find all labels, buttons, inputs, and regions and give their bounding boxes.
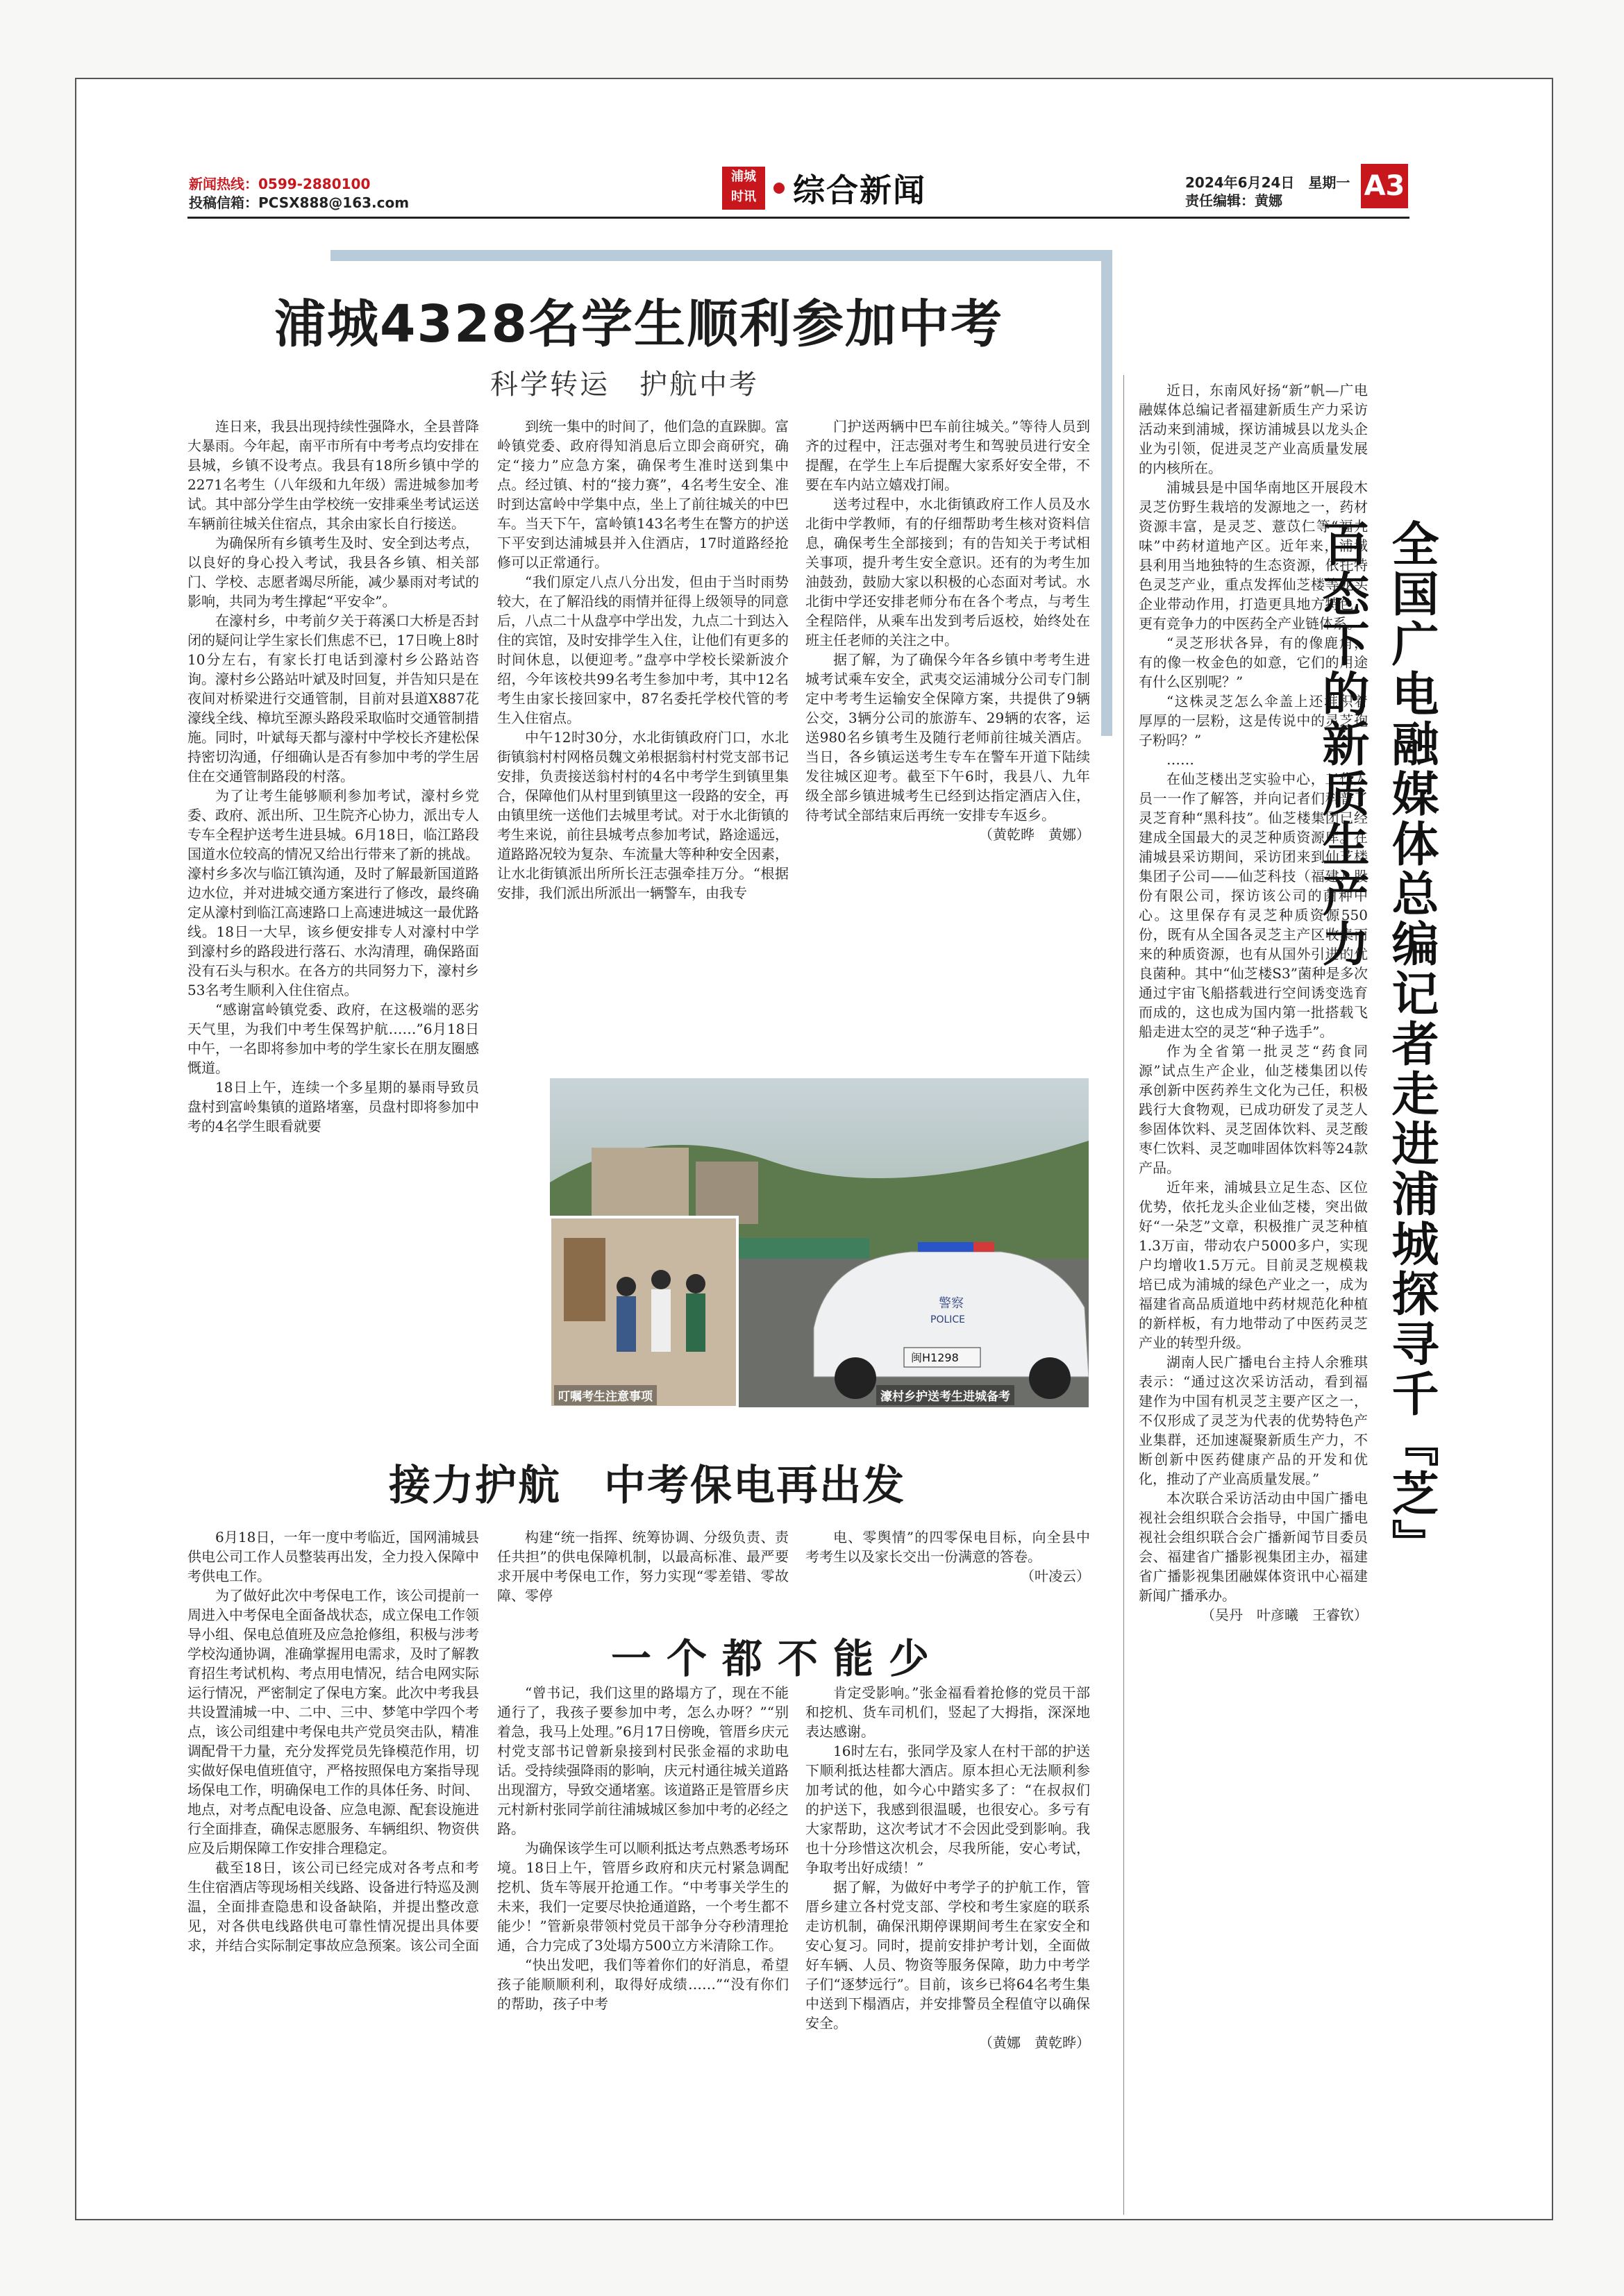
lead-headline: 浦城4328名学生顺利参加中考: [274, 294, 1003, 354]
power-column-2: [497, 1527, 789, 1605]
police-en: POLICE: [930, 1314, 966, 1325]
paragraph: 到统一集中的时间了，他们急的直跺脚。富岭镇党委、政府得知消息后立即会商研究，确定“接力”应急方案，确保考生准时送到集中点。经过镇、村的“接力赛”，4名考生安全、准时到达富岭中学集中点，坐上了前往城关的中巴车。当天下午，富岭镇143名考生在警方的护送下平安到达浦城县并入住酒店，17时道路经抢修可以正常通行。: [497, 418, 789, 571]
submission-email: 投稿信箱：PCSX888@163.com: [189, 194, 410, 211]
lead-column-2: [497, 417, 789, 903]
paragraph: ……: [1166, 751, 1194, 768]
paragraph: “我们原定八点八分出发，但由于当时雨势较大，在了解沿线的雨情并征得上级领导的同意后，八点二十从盘亭中学出发，九点二十到达入住的宾馆，及时安排学生入住，让他们有更多的时间休息，以便迎考。”盘亭中学校长梁新波介绍，今年该校共99名考生参加中考，其中12名考生由家长接回家中，87名委托学校代管的考生入住宿点。: [497, 573, 789, 726]
paragraph: 为了做好此次中考保电工作，该公司提前一周进入中考保电全面备战状态，成立保电工作领导小组、保电总值班及应急抢修组，积极与涉考学校沟通协调，准确掌握用电需求，及时了解教育招生考试机构、考点用电情况，结合电网实际运行情况，严密制定了保电方案。此次中考我县共设置浦城一中、二中、三中、梦笔中学四个考点，该公司组建中考保电共产党员突击队，精准调配骨干力量，充分发挥党员先锋模范作用，切实做好保电值班值守，严格按照保电方案指导现场保电工作，明确保电工作的具体任务、时间、地点，对考点配电设备、应急电源、配套设施进行全面排查，确保志愿服务、车辆组织、物资供应及后期保障工作安排合理稳定。: [187, 1587, 479, 1857]
responsible-editor: 责任编辑：黄娜: [1185, 192, 1282, 209]
inset-photo: [550, 1217, 737, 1407]
paragraph: 本次联合采访活动由中国广播电视社会组织联合会指导，中国广播电视社会组织联合会广播新闻节目委员会、福建省广播影视集团主办，福建省广播影视集团融媒体资讯中心福建新闻广播承办。: [1139, 1490, 1368, 1604]
masthead-section: [722, 165, 926, 211]
paragraph: 浦城县是中国华南地区开展段木灵芝仿野生栽培的发源地之一，药材资源丰富，是灵芝、薏苡仁等“福九味”中药材道地产区。近年来，浦城县利用当地独特的生态资源，依托特色灵芝产业，重点发挥仙芝楼等龙头企业带动作用，打造更具地方特色、更有竞争力的中医药全产业链体系。: [1139, 479, 1368, 632]
paragraph: 构建“统一指挥、统筹协调、分级负责、责任共担”的供电保障机制，以最高标准、最严要求开展中考保电工作，努力实现“零差错、零故障、零停: [497, 1529, 789, 1604]
photo-caption-left: 叮嘱考生注意事项: [554, 1385, 657, 1405]
paragraph: 为了让考生能够顺利参加考试，濠村乡党委、政府、派出所、卫生院齐心协力，派出专人专车全程护送考生进县城。6月18日，临江路段国道水位较高的情况又给出行带来了新的挑战。濠村乡多次与临江镇沟通，及时了解最新国道路边水位，并对进城交通方案进行了修改，最终确定从濠村到临江高速路口上高速进城这一最优路线。18日一大早，该乡便安排专人对濠村中学到濠村乡的路段进行落石、水沟清理，确保路面没有石头与积水。在各方的共同努力下，濠村乡53名考生顺利入住住宿点。: [187, 787, 479, 998]
power-column-3: [805, 1527, 1090, 1586]
none-left-headline: 一个都不能少: [611, 1635, 945, 1682]
paragraph: 作为全省第一批灵芝“药食同源”试点生产企业，仙芝楼集团以传承创新中医药养生文化为己任，积极践行大食物观，已成功研发了灵芝人参固体饮料、灵芝固体饮料、灵芝酸枣仁饮料、灵芝咖啡固体饮料等24款产品。: [1139, 1043, 1368, 1176]
paragraph: “感谢富岭镇党委、政府，在这极端的恶劣天气里，为我们中考生保驾护航……”6月18日中午，一名即将参加中考的学生家长在朋友圈感慨道。: [187, 1001, 479, 1076]
paragraph: 湖南人民广播电台主持人余雅琪表示：“通过这次采访活动，看到福建作为中国有机灵芝主要产区之一，不仅形成了灵芝为代表的优势特色产业集群，还加速凝聚新质生产力，不断创新中医药健康产品的开发和优化，推动了产业高质量发展。”: [1139, 1354, 1368, 1487]
paragraph: 6月18日，一年一度中考临近，国网浦城县供电公司工作人员整装再出发，全力投入保障中考供电工作。: [187, 1529, 479, 1584]
paragraph: 肯定受影响。”张金福看着抢修的党员干部和挖机、货车司机们，竖起了大拇指，深深地表达感谢。: [805, 1684, 1090, 1740]
byline: （黄乾晔 黄娜）: [979, 826, 1090, 843]
paragraph: 送考过程中，水北街镇政府工作人员及水北街中学教师，有的仔细帮助考生核对资料信息，确保考生全部接到；有的告知关于考试相关事项，提升考生安全意识。还有的为考生加油鼓劲，鼓励大家以积极的心态面对考试。水北街中学还安排老师分布在各个考点，与考生全程陪伴，从乘车出发到考后返校，始终处在班主任老师的关注之中。: [805, 496, 1090, 648]
lead-column-3: [805, 417, 1090, 844]
paragraph: 在濠村乡，中考前夕关于蒋溪口大桥是否封闭的疑问让学生家长们焦虑不已，17日晚上8时10分左右，有家长打电话到濠村乡公路站咨询。濠村乡公路站叶斌及时回复，并告知只是在夜间对桥梁进行交通管制，目前对县道X887花濠线全线、樟坑至源头路段采取临时交通管制措施。同时，叶斌每天都与濠村中学校长齐建松保持密切沟通，仔细确认是否有参加中考的学生居住在交通管制路段的村落。: [187, 612, 479, 785]
byline: （黄娜 黄乾晔）: [979, 2034, 1090, 2051]
police-text: 警察: [939, 1296, 964, 1311]
masthead-contact: [189, 175, 409, 212]
power-headline: 接力护航 中考保电再出发: [389, 1461, 905, 1510]
column-divider: [1123, 375, 1124, 2215]
paragraph: 连日来，我县出现持续性强降水，全县普降大暴雨。今年起，南平市所有中考考点均安排在县城，乡镇不设考点。我县有18所乡镇中学的2271名考生（八年级和九年级）需进城参加考试。其中部分学生由学校统一安排乘坐考试运送车辆前往城关住宿点，其余由家长自行接送。: [187, 418, 479, 532]
section-title: 综合新闻: [793, 171, 926, 209]
paragraph: 电、零舆情”的四零保电目标，向全县中考考生以及家长交出一份满意的答卷。: [805, 1529, 1090, 1565]
paragraph: 近日，东南风好扬“新”帆—广电融媒体总编记者福建新质生产力采访活动来到浦城，探访浦城县以龙头企业为引领，促进灵芝产业高质量发展的内核所在。: [1139, 382, 1368, 476]
masthead-meta: [1185, 174, 1350, 210]
photo-illustration: [550, 1078, 1089, 1407]
right-vertical-headline: 全国广电融媒体总编记者走进浦城探寻千『芝』百态下的新质生产力: [1314, 519, 1439, 1545]
paragraph: 中午12时30分，水北街镇政府门口，水北街镇翁村村网格员魏文弟根据翁村村党支部书记安排，负责接送翁村村的4名中考学生到镇里集合，保障他们从村里到镇里这一段路的安全，再由镇里统一送他们去城里考试。对于水北街镇的考生来说，前往县城考点参加考试，路途遥远，道路路况较为复杂、车流量大等种种安全因素，让水北街镇派出所所长汪志强牵挂万分。“根据安排，我们派出所派出一辆警车，由我专: [497, 729, 789, 901]
paragraph: 在仙芝楼出芝实验中心，工作人员一一作了解答，并向记者们科普了灵芝育种“黑科技”。仙芝楼集团已经建成全国最大的灵芝种质资源库。在浦城县采访期间，采访团来到仙芝楼集团子公司——仙芝科技（福建）股份有限公司，探访该公司的菌种中心。这里保存有灵芝种质资源550份，既有从全国各灵芝主产区收集而来的种质资源，也有从国外引进的优良菌种。其中“仙芝楼S3”菌种是多次通过宇宙飞船搭载进行空间诱变选育而成的，这也成为国内第一批搭载飞船走进太空的灵芝“种子选手”。: [1139, 771, 1368, 1040]
paragraph: 据了解，为了确保今年各乡镇中考考生进城考试乘车安全，武夷交运浦城分公司专门制定中考考生运输安全保障方案，共提供了9辆公交，3辆分公司的旅游车、29辆的农客，运送980名乡镇考生及随行老师前往城关酒店。当日，各乡镇运送考生专车在警车开道下陆续发往城区迎考。截至下午6时，我县八、九年级全部乡镇进城考生已经到达指定酒店入住，待考试全部结束后再统一安排专车返乡。: [805, 651, 1090, 823]
none-left-column-1: [497, 1683, 789, 2013]
paragraph: 为确保所有乡镇考生及时、安全到达考点，以良好的身心投入考试，我县各乡镇、相关部门、学校、志愿者竭尽所能，减少暴雨对考试的影响，共同为考生撑起“平安伞”。: [187, 535, 479, 610]
none-left-column-2: [805, 1683, 1090, 2052]
page-number: A3: [1361, 164, 1408, 208]
license-plate: 闽H1298: [911, 1351, 959, 1364]
paragraph: 18日上午，连续一个多星期的暴雨导致员盘村到富岭集镇的道路堵塞，员盘村即将参加中考的4名学生眼看就要: [187, 1079, 479, 1134]
paragraph: “快出发吧，我们等着你们的好消息，希望孩子能顺顺利利，取得好成绩……”“没有你们的帮助，孩子中考: [497, 1956, 789, 2012]
photo-caption-right: 濠村乡护送考生进城备考: [876, 1385, 1014, 1405]
header-rule: [187, 217, 1409, 219]
issue-date: 2024年6月24日 星期一: [1185, 174, 1350, 191]
paragraph: 为确保该学生可以顺利抵达考点熟悉考场环境。18日上午，管厝乡政府和庆元村紧急调配挖机、货车等展开抢通工作。“中考事关学生的未来，我们一定要尽快抢通道路，一个考生都不能少！”管新泉带领村党员干部争分夺秒清理抢通，合力完成了3处塌方500立方米清除工作。: [497, 1840, 789, 1954]
lead-subheadline: 科学转运 护航中考: [490, 369, 759, 401]
paragraph: 据了解，为做好中考学子的护航工作，管厝乡建立各村党支部、学校和考生家庭的联系走访机制，确保汛期停课期间考生在家安全和安心复习。同时，提前安排护考计划，全面做好车辆、人员、物资等服务保障，助力中考学子们“逐梦远行”。目前，该乡已将64名考生集中送到下榻酒店，并安排警员全程值守以确保安全。: [805, 1879, 1090, 2031]
news-photo: [550, 1078, 1089, 1407]
paragraph: 门护送两辆中巴车前往城关。”等待人员到齐的过程中，汪志强对考生和驾驶员进行安全提醒，在学生上车后提醒大家系好安全带，不要在车内站立嬉戏打闹。: [805, 418, 1090, 493]
lead-column-1: [187, 417, 479, 1136]
byline: （吴丹 叶彦曦 王睿钦）: [1201, 1607, 1368, 1623]
power-column-1: [187, 1527, 479, 1955]
paragraph: 近年来，浦城县立足生态、区位优势，依托龙头企业仙芝楼，突出做好“一朵芝”文章，积极推广灵芝种植1.3万亩，带动农户5000多户，实现户均增收1.5万元。目前灵芝规模栽培已成为浦城的绿色产业之一，成为福建省高品质道地中药材规范化种植的新样板，有力地带动了中医药灵芝产业的转型升级。: [1139, 1179, 1368, 1351]
paragraph: “这株灵芝怎么伞盖上还堆积着厚厚的一层粉，这是传说中的灵芝孢子粉吗？”: [1139, 693, 1368, 748]
lead-frame-right: [1101, 250, 1112, 736]
paragraph: 16时左右，张同学及家人在村干部的护送下顺利抵达桂都大酒店。原本担心无法顺利参加考试的他，如今心中踏实多了：“在叔叔们的护送下，我感到很温暖，也很安心。多亏有大家帮助，这次考试才不会因此受到影响。我也十分珍惜这次机会，尽我所能，安心考试，争取考出好成绩！”: [805, 1743, 1090, 1876]
lead-frame-top: [330, 250, 1112, 261]
paper-logo: 浦城 时讯: [722, 167, 765, 210]
paragraph: 截至18日，该公司已经完成对各考点和考生住宿酒店等现场相关线路、设备进行特巡及测温，全面排查隐患和设备缺陷，并提出整改意见，对各供电线路供电可靠性情况提出具体要求，并结合实际制定事故应急预案。该公司全面: [187, 1859, 479, 1954]
bullet-dot-icon: [773, 183, 785, 194]
paragraph: “曾书记，我们这里的路塌方了，现在不能通行了，我孩子要参加中考，怎么办呀？”“别着急，我马上处理。”6月17日傍晚，管厝乡庆元村党支部书记曾新泉接到村民张金福的求助电话。受持续强降雨的影响，庆元村通往城关道路出现溜方，导致交通堵塞。该道路正是管厝乡庆元村新村张同学前往浦城城区参加中考的必经之路。: [497, 1684, 789, 1837]
news-hotline: 新闻热线：0599-2880100: [189, 176, 371, 192]
paragraph: “灵芝形状各异，有的像鹿角，有的像一枚金色的如意，它们的用途有什么区别呢？”: [1139, 635, 1368, 690]
byline: （叶凌云）: [1021, 1568, 1090, 1584]
